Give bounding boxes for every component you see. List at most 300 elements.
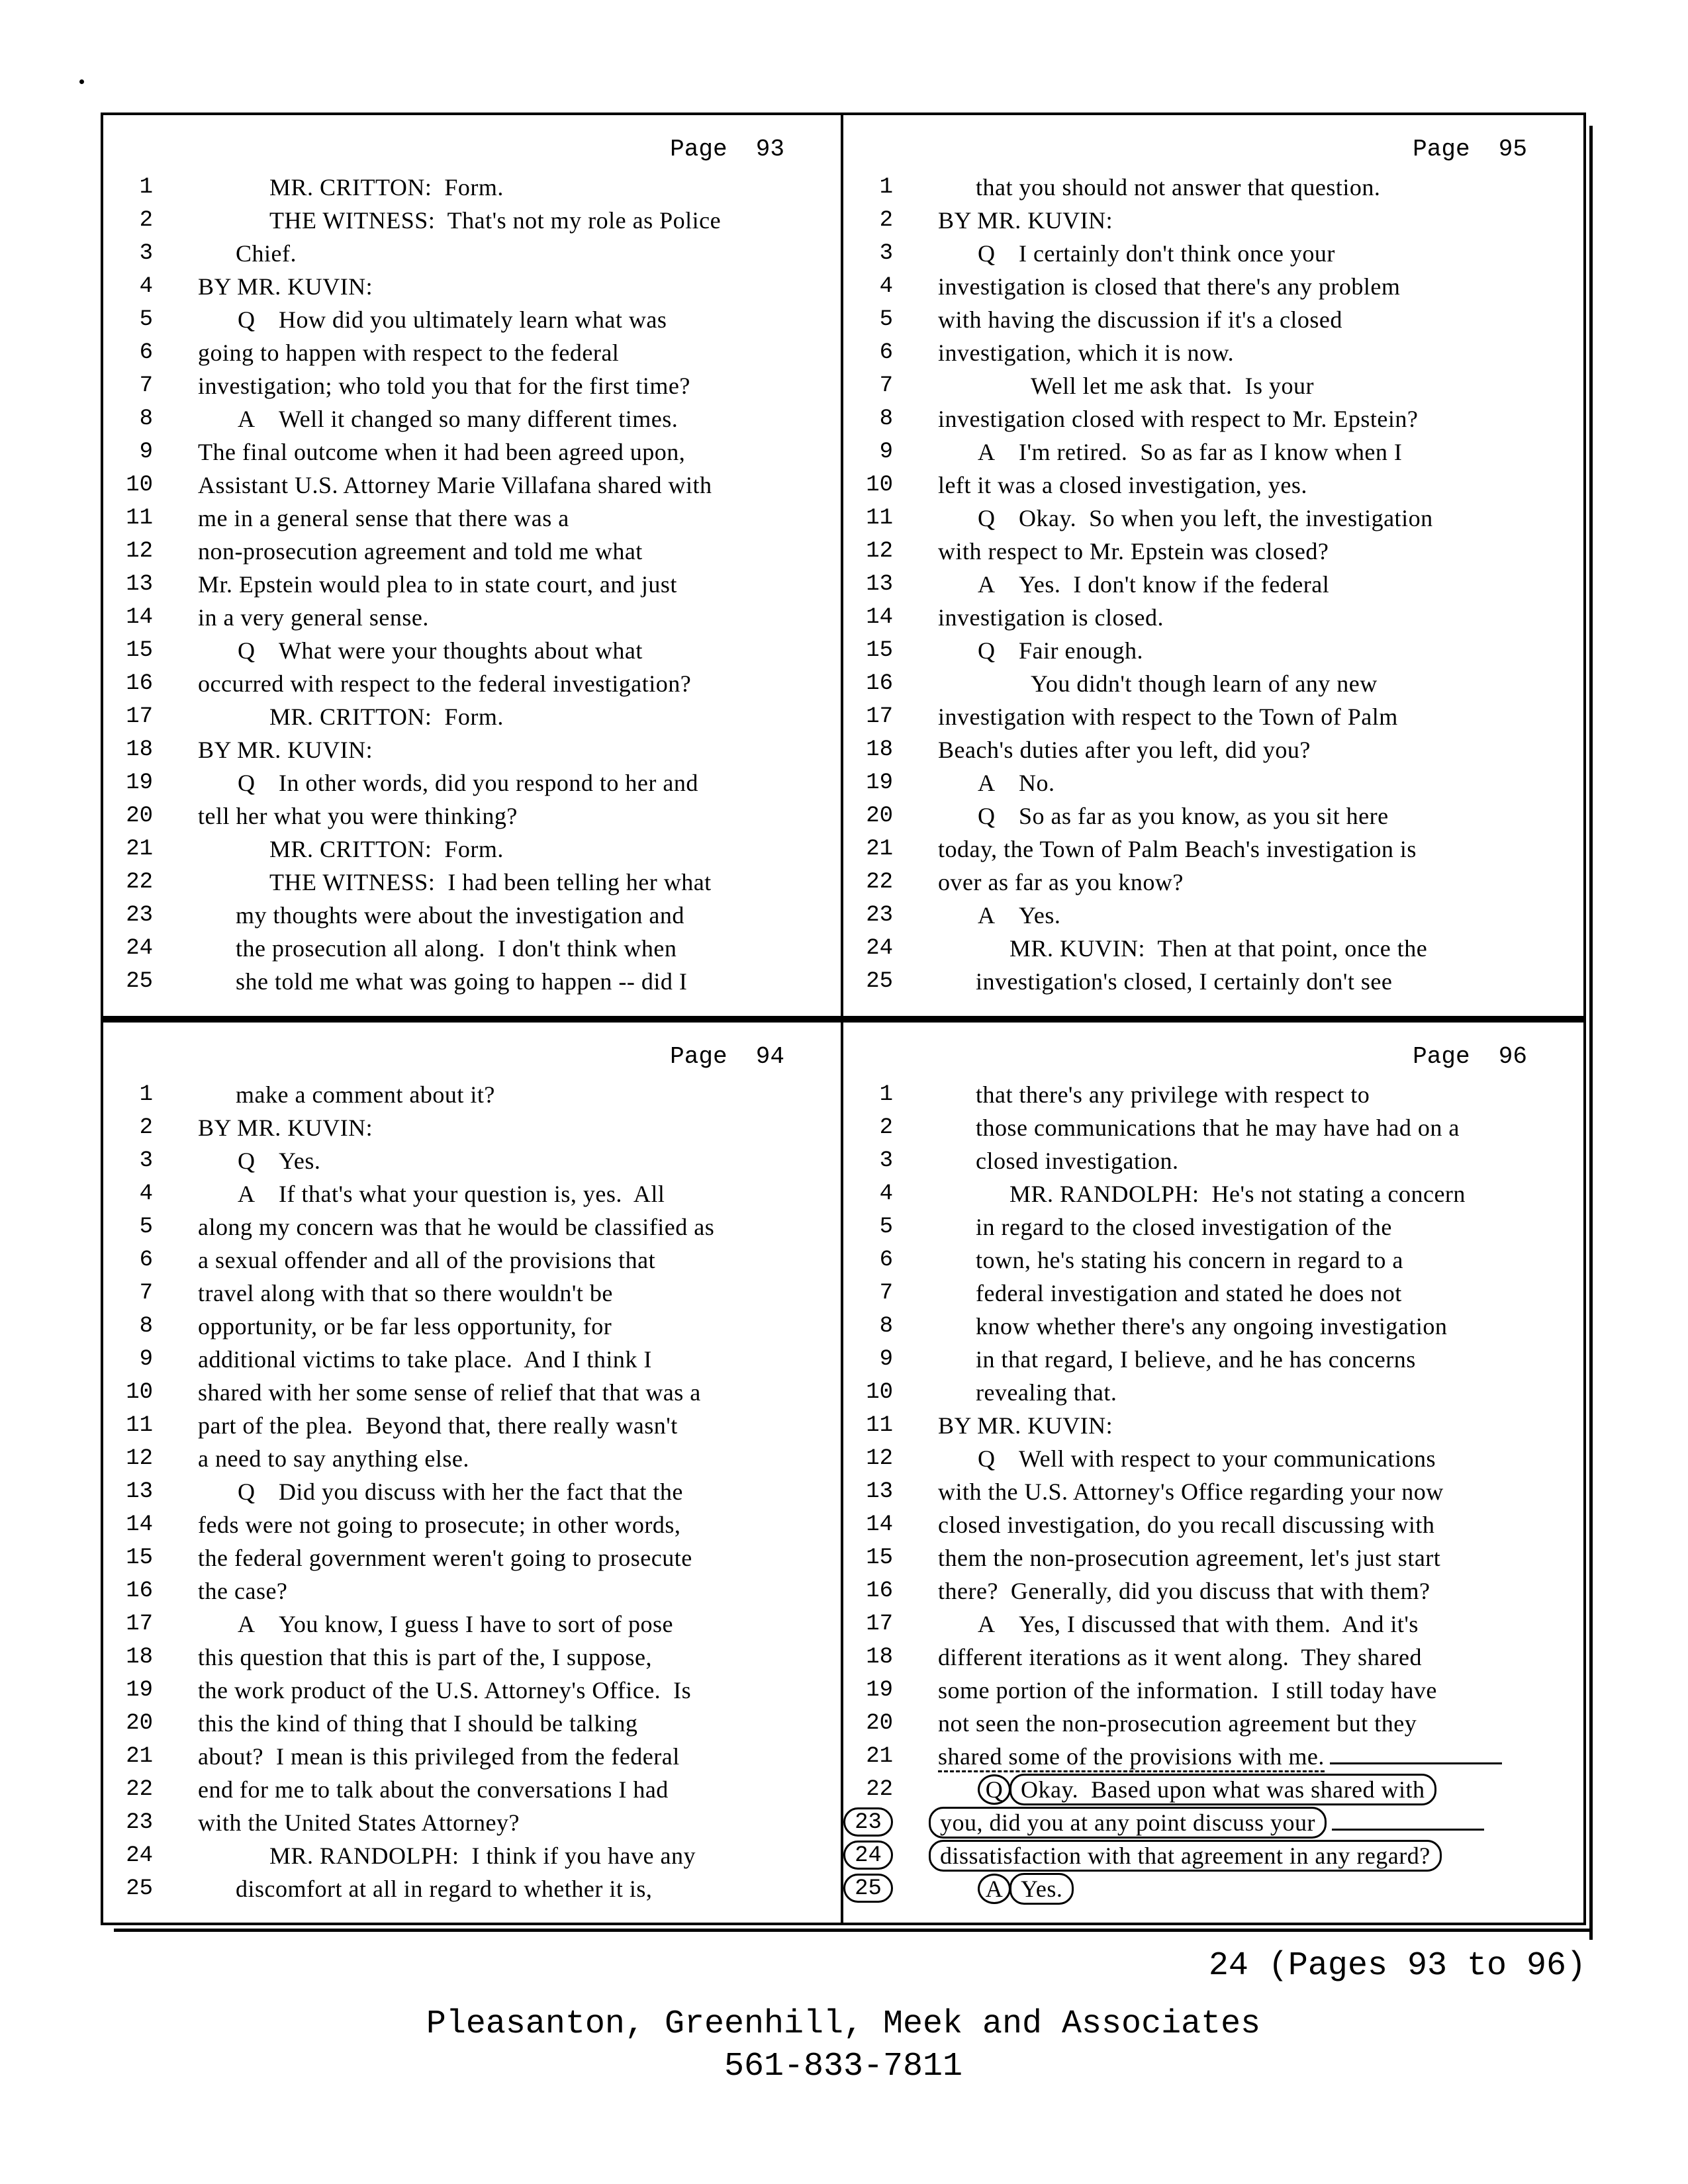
transcript-line <box>843 1872 1583 1905</box>
line-text <box>198 634 643 667</box>
transcript-line <box>103 502 841 535</box>
line-text <box>198 1177 665 1210</box>
text-content: those communications that he may have had on a <box>976 1115 1460 1141</box>
line-number: 11 <box>126 1413 153 1438</box>
line-number: 5 <box>879 307 893 332</box>
line-text <box>938 435 1402 469</box>
transcript-line <box>843 1475 1583 1508</box>
line-text <box>198 1277 613 1310</box>
transcript-line <box>103 965 841 998</box>
transcript-line <box>103 733 841 766</box>
line-number: 9 <box>139 439 153 465</box>
transcript-line <box>843 502 1583 535</box>
transcript-line <box>843 303 1583 336</box>
text-content: in a very general sense. <box>198 604 429 631</box>
text-content: You didn't though learn of any new <box>1031 670 1378 697</box>
line-number: 3 <box>879 241 893 266</box>
text-content: BY MR. KUVIN: <box>198 1115 373 1141</box>
line-number: 5 <box>879 1214 893 1240</box>
page-94-lines <box>103 1078 841 1905</box>
text-content: So as far as you know, as you sit here <box>1019 803 1389 829</box>
transcript-line <box>843 1442 1583 1475</box>
line-number: 24 <box>843 1841 893 1870</box>
line-text <box>198 1376 701 1409</box>
text-content: them the non-prosecution agreement, let's just start <box>938 1545 1441 1571</box>
line-text <box>198 535 643 568</box>
line-text <box>198 1442 469 1475</box>
transcript-line <box>103 1343 841 1376</box>
line-number: 3 <box>139 241 153 266</box>
transcript-line <box>843 932 1583 965</box>
text-content: that you should not answer that question. <box>976 174 1381 201</box>
transcript-line <box>843 469 1583 502</box>
line-text <box>938 1343 1416 1376</box>
transcript-line <box>843 1111 1583 1144</box>
transcript-line <box>103 402 841 435</box>
line-number: 7 <box>139 373 153 398</box>
transcript-line <box>103 601 841 634</box>
line-number: 21 <box>126 837 153 862</box>
line-number: 8 <box>879 1314 893 1339</box>
line-text <box>938 568 1329 601</box>
text-content: THE WITNESS: I had been telling her what <box>269 869 712 895</box>
line-text <box>938 601 1164 634</box>
transcript-line <box>843 965 1583 998</box>
text-content: No. <box>1019 770 1055 796</box>
line-number: 6 <box>139 340 153 365</box>
transcript-line <box>103 1707 841 1740</box>
text-content: I certainly don't think once your <box>1019 240 1335 267</box>
line-number: 24 <box>126 936 153 961</box>
text-content: MR. CRITTON: Form. <box>269 836 504 862</box>
line-number: 12 <box>126 1446 153 1471</box>
transcript-line <box>843 1674 1583 1707</box>
line-number: 9 <box>879 439 893 465</box>
transcript-line <box>103 336 841 369</box>
text-content: You know, I guess I have to sort of pose <box>279 1611 673 1637</box>
text-content: with respect to Mr. Epstein was closed? <box>938 538 1329 565</box>
line-number: 1 <box>879 175 893 200</box>
marked-text: you, did you at any point discuss your <box>929 1807 1327 1839</box>
transcript-line <box>103 1078 841 1111</box>
transcript-line <box>103 171 841 204</box>
line-text <box>938 1078 1370 1111</box>
line-number: 16 <box>126 671 153 696</box>
line-number: 1 <box>879 1082 893 1107</box>
text-content: Well it changed so many different times. <box>279 406 679 432</box>
line-text <box>938 402 1418 435</box>
line-text <box>938 1442 1436 1475</box>
line-text <box>198 1806 520 1839</box>
transcript-line <box>843 1707 1583 1740</box>
line-text <box>938 1608 1419 1641</box>
text-content: this question that this is part of the, I suppose, <box>198 1644 652 1670</box>
line-text <box>198 369 690 402</box>
line-text <box>938 700 1398 733</box>
line-text <box>938 1310 1447 1343</box>
marked-text: Yes. <box>1009 1873 1074 1905</box>
line-text <box>938 866 1184 899</box>
transcript-line <box>843 833 1583 866</box>
transcript-line <box>103 1475 841 1508</box>
transcript-line <box>103 700 841 733</box>
text-content: investigation, which it is now. <box>938 340 1235 366</box>
transcript-line <box>103 1641 841 1674</box>
scan-artifact-dot <box>79 79 84 84</box>
line-number: 9 <box>139 1347 153 1372</box>
transcript-line <box>843 601 1583 634</box>
qa-marker: Q <box>238 1148 256 1174</box>
transcript-line <box>103 369 841 402</box>
text-content: BY MR. KUVIN: <box>198 737 373 763</box>
transcript-line <box>843 1177 1583 1210</box>
marked-text: dissatisfaction with that agreement in any regard? <box>929 1840 1442 1872</box>
transcript-line <box>103 634 841 667</box>
transcript-line <box>843 733 1583 766</box>
text-content: with the U.S. Attorney's Office regarding your now <box>938 1479 1444 1505</box>
line-text <box>198 1541 692 1574</box>
line-number: 11 <box>126 506 153 531</box>
text-content: that there's any privilege with respect to <box>976 1081 1370 1108</box>
text-content: going to happen with respect to the federal <box>198 340 620 366</box>
line-text <box>938 1541 1440 1574</box>
transcript-line <box>843 634 1583 667</box>
line-text <box>198 899 684 932</box>
transcript-line <box>103 1773 841 1806</box>
text-content: different iterations as it went along. They shared <box>938 1644 1422 1670</box>
text-content: Well let me ask that. Is your <box>1031 373 1314 399</box>
text-content: BY MR. KUVIN: <box>938 1412 1113 1439</box>
text-content: travel along with that so there wouldn't be <box>198 1280 613 1306</box>
line-text <box>938 1740 1502 1773</box>
line-text <box>198 1475 683 1508</box>
line-number: 23 <box>126 903 153 928</box>
transcript-line <box>843 899 1583 932</box>
transcript-line <box>103 1740 841 1773</box>
text-content: The final outcome when it had been agreed upon, <box>198 439 686 465</box>
line-number: 4 <box>879 1181 893 1206</box>
line-number: 23 <box>866 903 893 928</box>
transcript-line <box>843 1541 1583 1574</box>
line-text <box>938 1277 1402 1310</box>
transcript-line <box>843 1343 1583 1376</box>
qa-marker: A <box>238 1181 256 1207</box>
line-text <box>938 303 1342 336</box>
page-cell-94 <box>103 1023 843 1923</box>
sheet-shadow-bottom <box>114 1929 1593 1932</box>
line-number: 21 <box>866 1744 893 1769</box>
text-content: federal investigation and stated he does not <box>976 1280 1402 1306</box>
transcript-line <box>103 833 841 866</box>
line-number: 14 <box>126 1512 153 1537</box>
line-text <box>938 171 1380 204</box>
line-text <box>938 1111 1460 1144</box>
line-number: 17 <box>126 1612 153 1637</box>
transcript-line <box>103 1177 841 1210</box>
text-content: MR. RANDOLPH: He's not stating a concern <box>1009 1181 1466 1207</box>
line-text <box>198 303 667 336</box>
transcript-line <box>103 568 841 601</box>
page-93-header: Page 93 <box>670 136 784 163</box>
transcript-line <box>843 1144 1583 1177</box>
line-text <box>198 435 685 469</box>
line-number: 16 <box>866 671 893 696</box>
footer-firm-name: Pleasanton, Greenhill, Meek and Associates <box>426 2005 1261 2043</box>
text-content: Yes, I discussed that with them. And it's <box>1019 1611 1419 1637</box>
page-94-header: Page 94 <box>670 1043 784 1070</box>
line-number: 19 <box>126 770 153 796</box>
line-number: 18 <box>126 737 153 762</box>
text-content: this the kind of thing that I should be talking <box>198 1710 638 1737</box>
line-number: 10 <box>126 1380 153 1405</box>
line-text <box>938 1144 1178 1177</box>
line-text <box>198 799 518 833</box>
text-content: the work product of the U.S. Attorney's Office. Is <box>198 1677 692 1704</box>
line-number: 25 <box>126 1876 153 1901</box>
transcript-line <box>103 932 841 965</box>
line-number: 5 <box>139 1214 153 1240</box>
line-number: 10 <box>866 473 893 498</box>
text-content: closed investigation. <box>976 1148 1179 1174</box>
transcript-line <box>103 667 841 700</box>
page-93-lines <box>103 171 841 998</box>
line-text <box>938 965 1392 998</box>
line-number: 25 <box>843 1874 893 1903</box>
line-text <box>938 1773 1436 1806</box>
line-number: 15 <box>866 638 893 663</box>
transcript-line <box>843 766 1583 799</box>
transcript-line <box>103 435 841 469</box>
transcript-line <box>843 237 1583 270</box>
line-text <box>938 799 1389 833</box>
line-text <box>938 833 1417 866</box>
text-content: THE WITNESS: That's not my role as Police <box>269 207 722 234</box>
text-content: Fair enough. <box>1019 637 1143 664</box>
line-text <box>198 469 712 502</box>
line-text <box>938 766 1055 799</box>
line-text <box>198 171 504 204</box>
transcript-line <box>103 1674 841 1707</box>
text-content: BY MR. KUVIN: <box>198 273 373 300</box>
line-text <box>198 1641 652 1674</box>
line-number: 22 <box>866 870 893 895</box>
text-content: BY MR. KUVIN: <box>938 207 1113 234</box>
line-number: 17 <box>866 704 893 729</box>
line-text <box>198 1773 669 1806</box>
line-text <box>198 270 373 303</box>
line-text <box>938 634 1143 667</box>
transcript-line <box>103 1409 841 1442</box>
qa-marker: Q <box>978 505 996 531</box>
line-text <box>938 1409 1113 1442</box>
line-number: 3 <box>139 1148 153 1173</box>
text-content: I'm retired. So as far as I know when I <box>1019 439 1403 465</box>
line-number: 25 <box>126 969 153 994</box>
text-content: investigation is closed. <box>938 604 1164 631</box>
line-number: 25 <box>866 969 893 994</box>
transcript-line <box>843 171 1583 204</box>
transcript-line <box>843 1277 1583 1310</box>
line-text <box>198 1740 680 1773</box>
text-content: Yes. <box>279 1148 321 1174</box>
line-number: 15 <box>866 1545 893 1570</box>
line-text <box>198 204 721 237</box>
line-text <box>198 1343 652 1376</box>
transcript-line <box>103 1210 841 1244</box>
line-text <box>198 700 504 733</box>
line-number: 12 <box>866 1446 893 1471</box>
transcript-sheet <box>101 113 1586 1925</box>
line-number: 24 <box>866 936 893 961</box>
text-content: MR. CRITTON: Form. <box>269 704 504 730</box>
transcript-line <box>103 1839 841 1872</box>
text-content: she told me what was going to happen -- did I <box>236 968 688 995</box>
text-content: in that regard, I believe, and he has concerns <box>976 1346 1416 1373</box>
line-text <box>938 1210 1392 1244</box>
text-content: over as far as you know? <box>938 869 1184 895</box>
text-content: some portion of the information. I still today have <box>938 1677 1437 1704</box>
text-content: a need to say anything else. <box>198 1445 469 1472</box>
text-content: Did you discuss with her the fact that the <box>279 1479 683 1505</box>
line-number: 19 <box>866 1678 893 1703</box>
transcript-line <box>103 1244 841 1277</box>
line-text <box>198 1144 320 1177</box>
text-content: closed investigation, do you recall discussing with <box>938 1512 1435 1538</box>
page-96-header: Page 96 <box>1413 1043 1527 1070</box>
line-number: 14 <box>126 605 153 630</box>
line-text <box>198 1078 495 1111</box>
transcript-line <box>103 799 841 833</box>
line-text <box>198 1608 673 1641</box>
text-content: Yes. <box>1019 902 1061 929</box>
text-content: a sexual offender and all of the provisions that <box>198 1247 656 1273</box>
line-text <box>938 1839 1442 1872</box>
transcript-line <box>843 435 1583 469</box>
line-number: 20 <box>126 803 153 829</box>
text-content: about? I mean is this privileged from the federal <box>198 1743 680 1770</box>
text-content: the case? <box>198 1578 288 1604</box>
transcript-line <box>103 1111 841 1144</box>
transcript-line <box>103 1508 841 1541</box>
line-number: 7 <box>139 1281 153 1306</box>
qa-marker: Q <box>238 637 256 664</box>
text-content: the prosecution all along. I don't think when <box>236 935 677 962</box>
text-content: non-prosecution agreement and told me what <box>198 538 643 565</box>
page-cell-95 <box>843 115 1583 1023</box>
line-number: 18 <box>126 1645 153 1670</box>
transcript-line <box>103 469 841 502</box>
text-content: discomfort at all in regard to whether it is, <box>236 1876 653 1902</box>
text-content: How did you ultimately learn what was <box>279 306 667 333</box>
marked-text: Okay. Based upon what was shared with <box>1009 1774 1436 1805</box>
line-number: 16 <box>866 1578 893 1604</box>
transcript-line <box>843 204 1583 237</box>
line-text <box>198 766 698 799</box>
qa-marker: A <box>978 770 996 796</box>
line-text <box>198 1872 652 1905</box>
line-text <box>198 1111 373 1144</box>
text-content: Mr. Epstein would plea to in state court, and just <box>198 571 677 598</box>
text-content: part of the plea. Beyond that, there really wasn't <box>198 1412 678 1439</box>
underline-tail <box>1330 1740 1502 1764</box>
text-content: shared with her some sense of relief that that was a <box>198 1379 701 1406</box>
line-number: 13 <box>126 1479 153 1504</box>
line-number: 13 <box>126 572 153 597</box>
transcript-line <box>843 1078 1583 1111</box>
line-number: 16 <box>126 1578 153 1604</box>
line-text <box>198 1839 696 1872</box>
line-number: 18 <box>866 737 893 762</box>
text-content: me in a general sense that there was a <box>198 505 569 531</box>
line-text <box>938 502 1433 535</box>
text-content: MR. KUVIN: Then at that point, once the <box>1009 935 1428 962</box>
text-content: In other words, did you respond to her and <box>279 770 698 796</box>
transcript-line <box>843 1641 1583 1674</box>
line-text <box>938 1674 1437 1707</box>
line-number: 2 <box>879 1115 893 1140</box>
line-number: 22 <box>866 1777 893 1802</box>
text-content: occurred with respect to the federal investigation? <box>198 670 692 697</box>
text-content: shared some of the provisions with me. <box>938 1743 1325 1772</box>
line-text <box>938 1177 1466 1210</box>
line-number: 11 <box>866 506 893 531</box>
text-content: Beach's duties after you left, did you? <box>938 737 1311 763</box>
text-content: today, the Town of Palm Beach's investigation is <box>938 836 1417 862</box>
line-text <box>938 237 1335 270</box>
text-content: Chief. <box>236 240 297 267</box>
text-content: town, he's stating his concern in regard to a <box>976 1247 1403 1273</box>
transcript-line <box>843 270 1583 303</box>
qa-marker: Q <box>238 306 256 333</box>
transcript-line <box>103 1277 841 1310</box>
line-number: 13 <box>866 572 893 597</box>
text-content: left it was a closed investigation, yes. <box>938 472 1307 498</box>
line-number: 3 <box>879 1148 893 1173</box>
page-cell-96 <box>843 1023 1583 1923</box>
qa-marker: A <box>978 439 996 465</box>
line-number: 8 <box>139 406 153 432</box>
qa-marker: A <box>978 1874 1011 1904</box>
transcript-line <box>843 1244 1583 1277</box>
text-content: Well with respect to your communications <box>1019 1445 1436 1472</box>
transcript-line <box>103 303 841 336</box>
text-content: investigation is closed that there's any problem <box>938 273 1401 300</box>
transcript-line <box>103 866 841 899</box>
transcript-line <box>103 1806 841 1839</box>
text-content: Okay. So when you left, the investigation <box>1019 505 1433 531</box>
qa-marker: Q <box>978 803 996 829</box>
line-text <box>938 1806 1484 1839</box>
transcript-line <box>843 799 1583 833</box>
transcript-line <box>843 866 1583 899</box>
text-content: Assistant U.S. Attorney Marie Villafana shared with <box>198 472 712 498</box>
line-text <box>198 336 619 369</box>
underline-tail <box>1332 1806 1484 1831</box>
transcript-line <box>103 1608 841 1641</box>
line-text <box>938 1244 1403 1277</box>
sheet-shadow-right <box>1589 126 1593 1940</box>
line-number: 22 <box>126 870 153 895</box>
line-text <box>198 402 678 435</box>
line-text <box>198 932 677 965</box>
line-text <box>198 1707 637 1740</box>
line-number: 14 <box>866 1512 893 1537</box>
text-content: the federal government weren't going to prosecute <box>198 1545 692 1571</box>
line-number: 4 <box>139 1181 153 1206</box>
text-content: my thoughts were about the investigation and <box>236 902 684 929</box>
transcript-line <box>103 1376 841 1409</box>
line-number: 10 <box>866 1380 893 1405</box>
